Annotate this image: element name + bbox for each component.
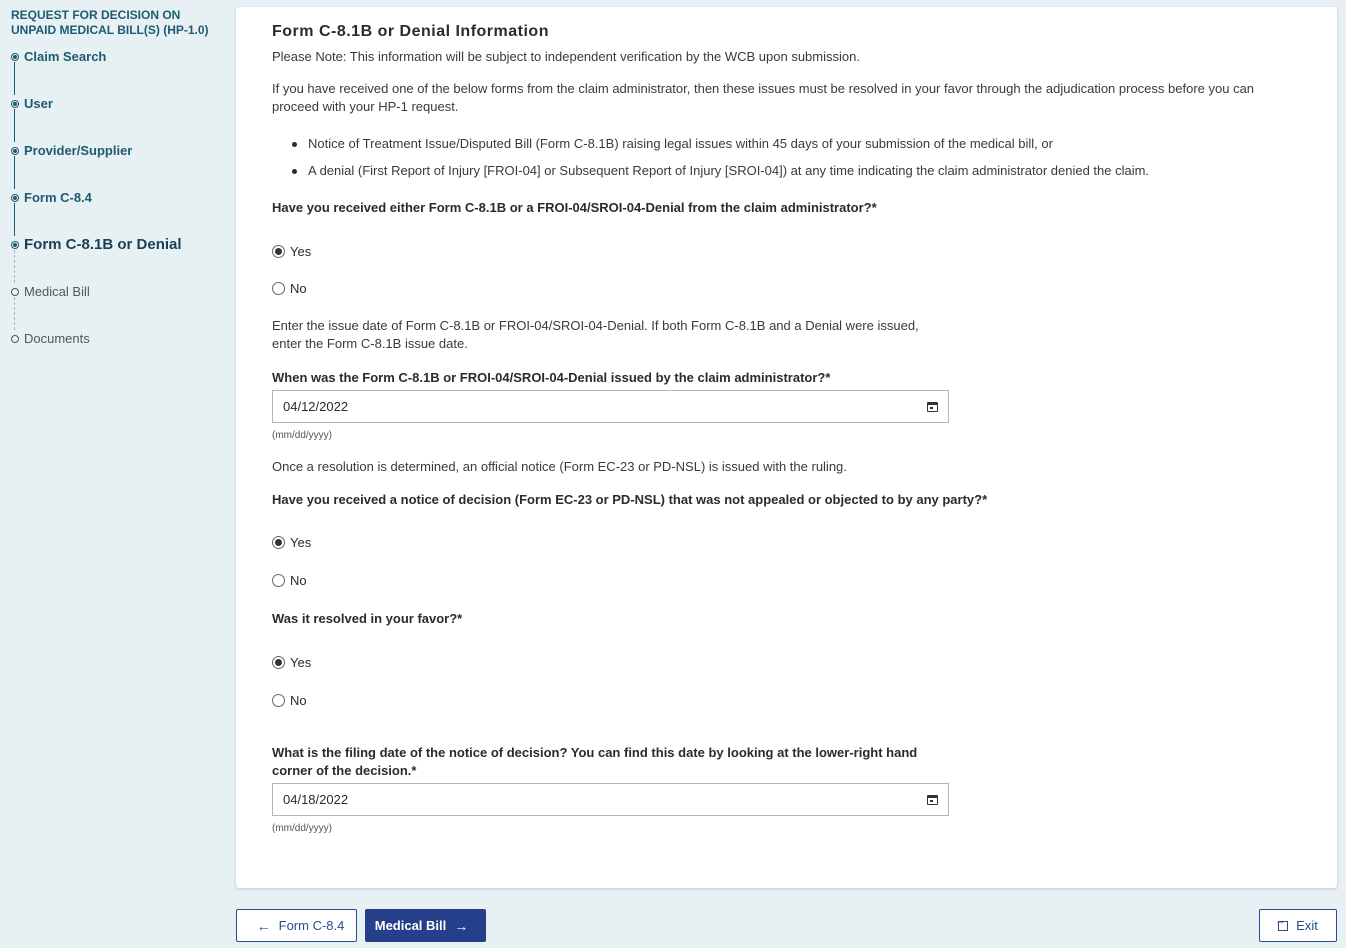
step-connector	[14, 250, 15, 283]
step-complete-icon	[11, 100, 19, 108]
step-complete-icon	[11, 53, 19, 61]
step-connector	[14, 156, 15, 189]
step-connector	[14, 203, 15, 236]
back-button-label: Form C-8.4	[278, 918, 345, 933]
radio-label: Yes	[290, 535, 312, 550]
form-type-list	[272, 135, 1302, 189]
radio-selected-icon	[272, 245, 285, 258]
question-notice-of-decision: Have you received a notice of decision (Form EC-23 or PD-NSL) that was not appealed or objected to by any party?*	[272, 492, 988, 507]
radio-label: No	[290, 281, 307, 296]
step-documents	[11, 330, 182, 377]
step-connector	[14, 62, 15, 95]
next-button[interactable]	[365, 909, 486, 942]
date-format-hint: (mm/dd/yyyy)	[272, 823, 332, 834]
q3-radio-no[interactable]	[272, 573, 307, 588]
step-label: Provider/Supplier	[24, 143, 133, 158]
step-provider-supplier[interactable]	[11, 142, 182, 189]
radio-label: Yes	[290, 244, 312, 259]
radio-label: No	[290, 573, 307, 588]
radio-unselected-icon	[272, 282, 285, 295]
question-resolved-in-favor: Was it resolved in your favor?*	[272, 611, 463, 626]
next-button-label: Medical Bill	[374, 918, 447, 933]
q1-radio-no[interactable]	[272, 281, 307, 296]
list-item: A denial (First Report of Injury [FROI-04] or Subsequent Report of Injury [SROI-04]) at any time indicating the claim administrator denied the claim.	[272, 162, 1302, 189]
date-format-hint: (mm/dd/yyyy)	[272, 430, 332, 441]
step-connector	[14, 297, 15, 330]
exit-icon	[1278, 921, 1288, 931]
sidebar	[0, 0, 236, 948]
exit-button-label: Exit	[1296, 918, 1318, 933]
step-label: Form C-8.4	[24, 190, 92, 205]
sidebar-title: REQUEST FOR DECISION ON UNPAID MEDICAL BILL(S) (HP-1.0)	[11, 8, 209, 37]
filing-date-input[interactable]	[283, 792, 883, 807]
radio-selected-icon	[272, 536, 285, 549]
back-button[interactable]	[236, 909, 357, 942]
step-claim-search[interactable]	[11, 48, 182, 95]
step-label: Form C-8.1B or Denial	[24, 236, 182, 253]
arrow-left-icon: ←	[256, 917, 271, 934]
q4-radio-yes[interactable]	[272, 655, 311, 670]
radio-label: Yes	[290, 655, 312, 670]
step-user[interactable]	[11, 95, 182, 142]
arrow-right-icon: →	[454, 917, 469, 934]
radio-label: No	[290, 693, 307, 708]
radio-unselected-icon	[272, 694, 285, 707]
calendar-icon[interactable]	[927, 402, 938, 412]
resolution-info: Once a resolution is determined, an official notice (Form EC-23 or PD-NSL) is issued with the ruling.	[272, 459, 847, 474]
issue-date-field[interactable]	[272, 390, 949, 423]
radio-selected-icon	[272, 656, 285, 669]
question-issue-date: When was the Form C-8.1B or FROI-04/SROI-04-Denial issued by the claim administrator?*	[272, 370, 831, 385]
issue-date-input[interactable]	[283, 399, 883, 414]
step-form-c84[interactable]	[11, 189, 182, 236]
filing-date-field[interactable]	[272, 783, 949, 816]
step-pending-icon	[11, 335, 19, 343]
form-panel	[236, 7, 1337, 888]
step-current-icon	[11, 241, 19, 249]
intro-text: If you have received one of the below forms from the claim administrator, then these issues must be resolved in your favor through the adjudication process before you can proceed with your HP-1 request.	[272, 81, 1255, 114]
step-list	[11, 48, 182, 377]
calendar-icon[interactable]	[927, 795, 938, 805]
list-item: Notice of Treatment Issue/Disputed Bill (Form C-8.1B) raising legal issues within 45 days of your submission of the medical bill, or	[272, 135, 1302, 162]
exit-button[interactable]	[1259, 909, 1337, 942]
step-pending-icon	[11, 288, 19, 296]
step-label: Claim Search	[24, 49, 107, 64]
q3-radio-yes[interactable]	[272, 535, 311, 550]
step-complete-icon	[11, 147, 19, 155]
step-label: Medical Bill	[24, 284, 90, 299]
step-connector	[14, 109, 15, 142]
issue-date-info: Enter the issue date of Form C-8.1B or FROI-04/SROI-04-Denial. If both Form C-8.1B and a Denial were issued, enter the Form C-8.1B issue date.	[272, 318, 919, 351]
form-title: Form C-8.1B or Denial Information	[272, 23, 549, 40]
step-complete-icon	[11, 194, 19, 202]
question-received-form: Have you received either Form C-8.1B or a FROI-04/SROI-04-Denial from the claim administrator?*	[272, 200, 877, 215]
step-label: Documents	[24, 331, 90, 346]
q1-radio-yes[interactable]	[272, 244, 311, 259]
question-filing-date: What is the filing date of the notice of decision? You can find this date by looking at the lower-right hand corner of the decision.*	[272, 745, 918, 778]
step-form-c81b-denial[interactable]	[11, 236, 182, 283]
step-medical-bill	[11, 283, 182, 330]
q4-radio-no[interactable]	[272, 693, 307, 708]
step-label: User	[24, 96, 53, 111]
radio-unselected-icon	[272, 574, 285, 587]
verification-note: Please Note: This information will be subject to independent verification by the WCB upon submission.	[272, 49, 860, 64]
